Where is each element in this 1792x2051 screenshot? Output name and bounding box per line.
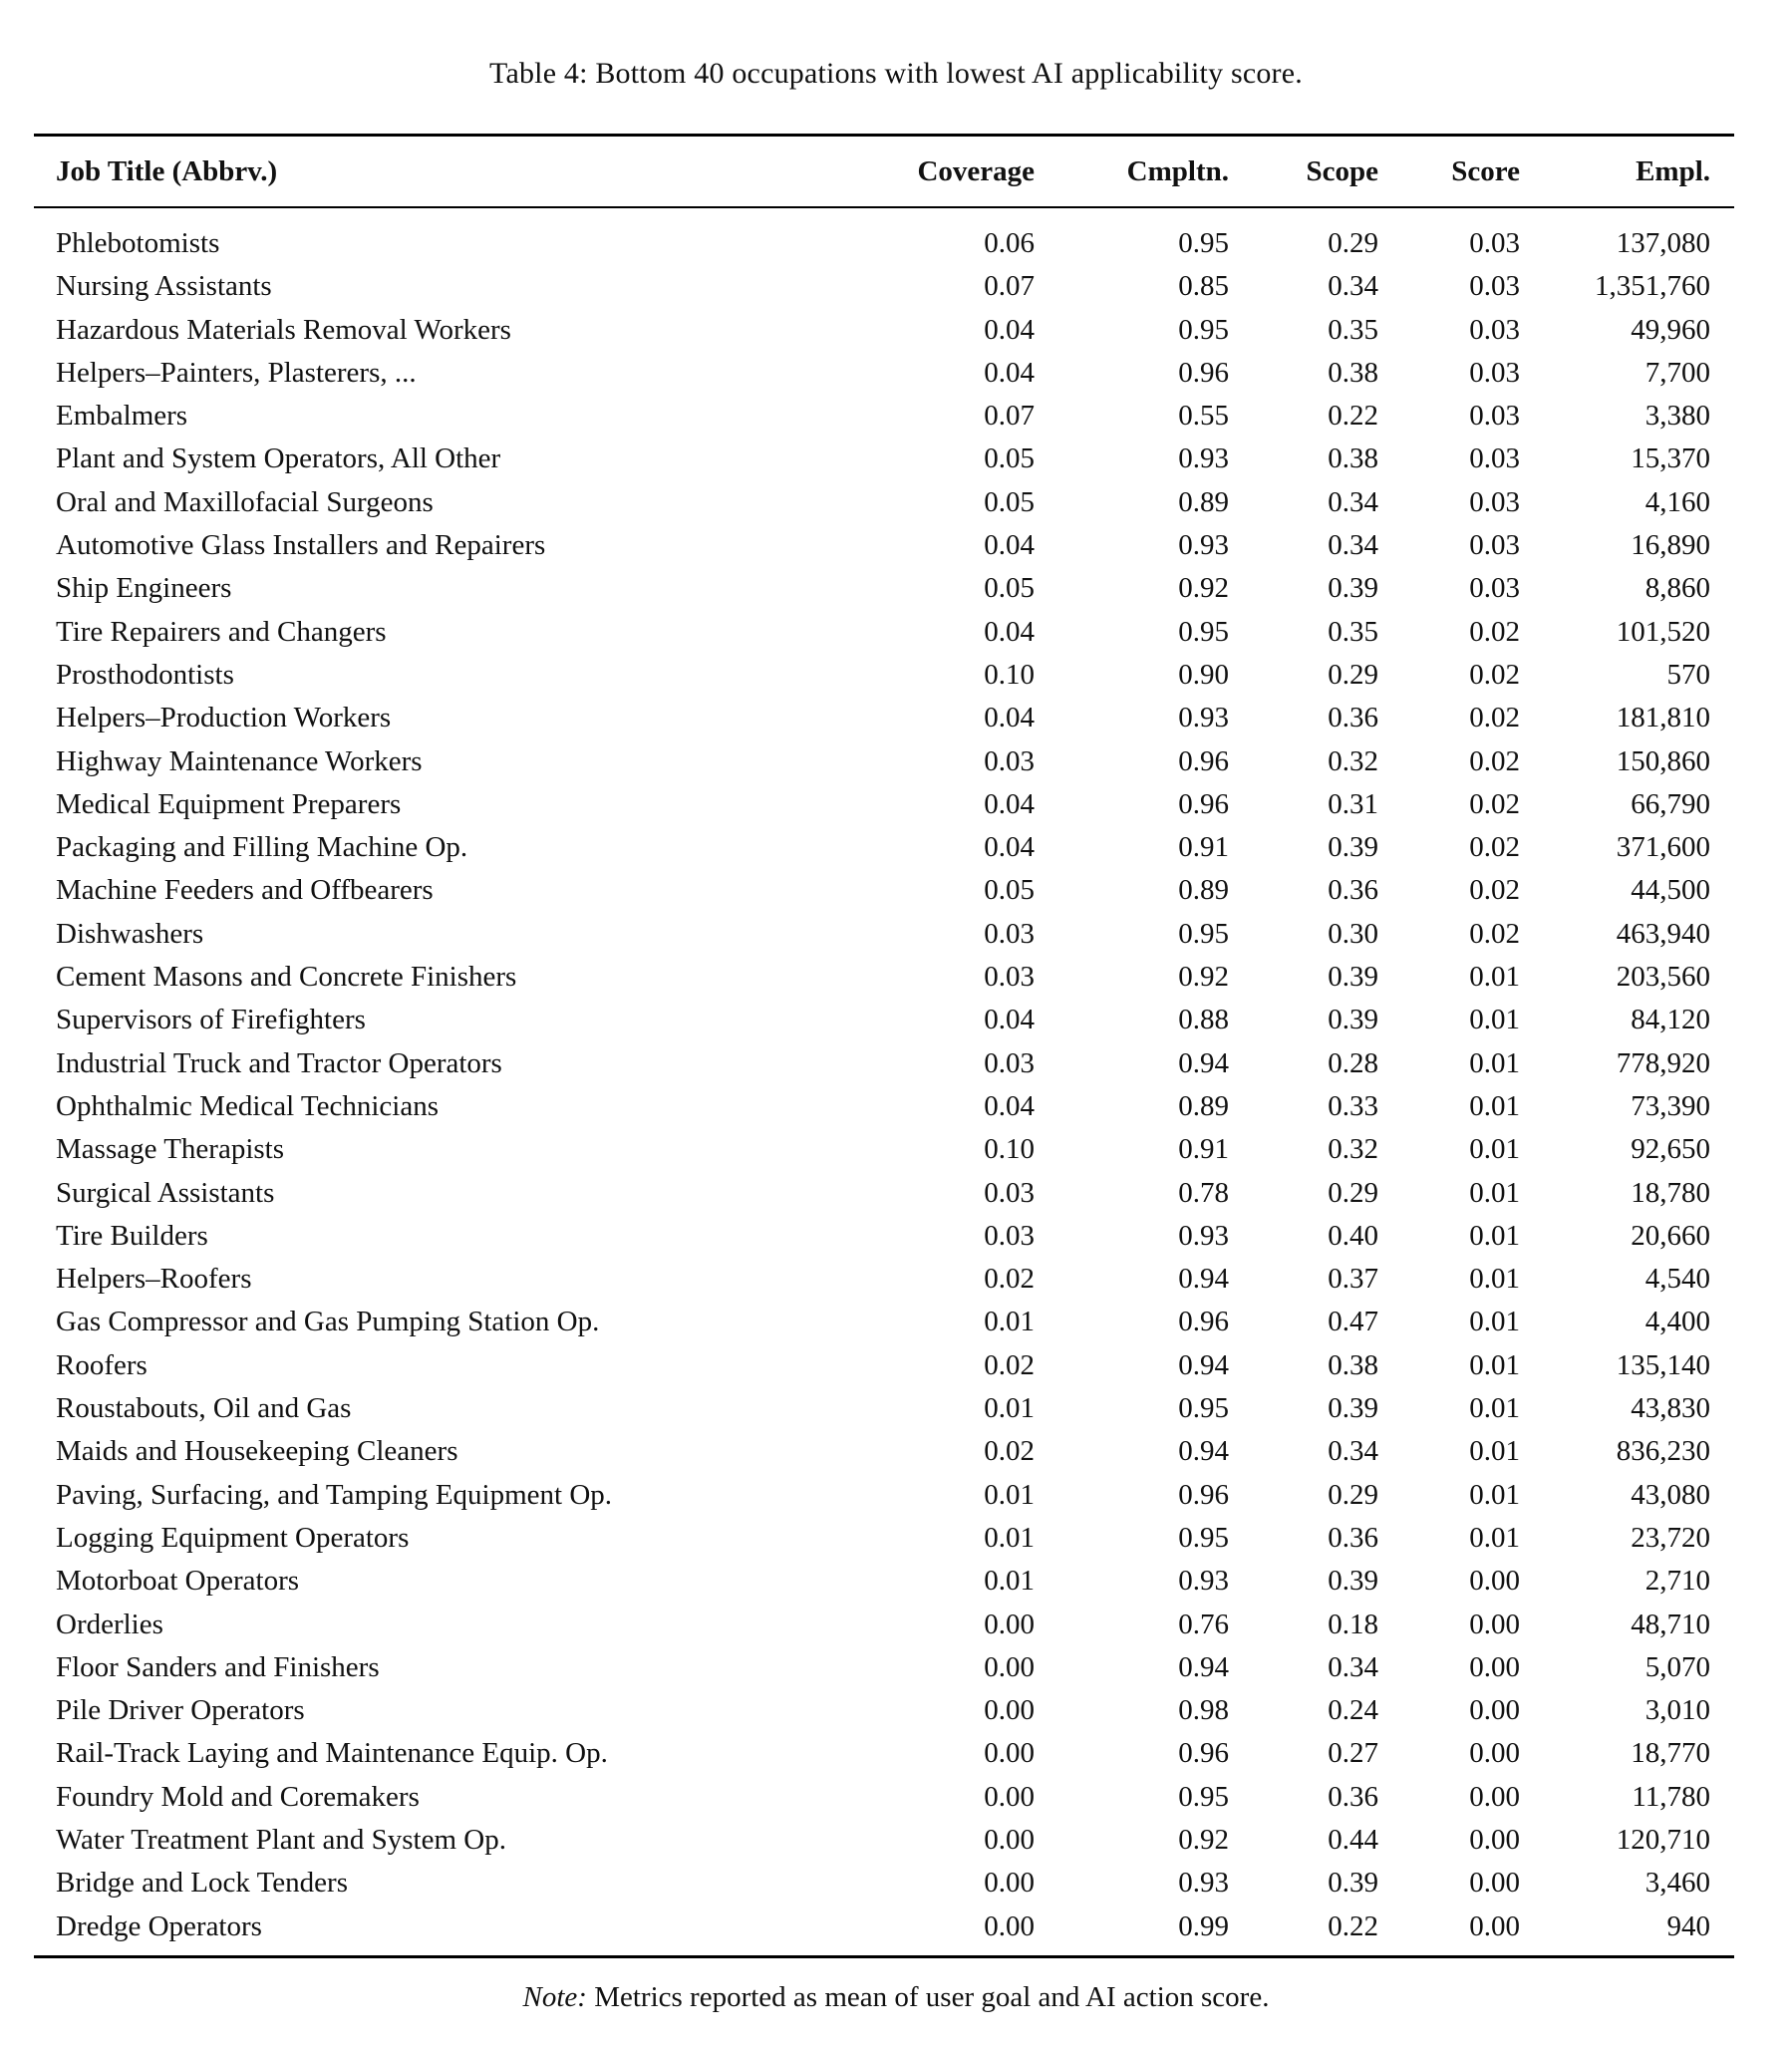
cell-job-title: Hazardous Materials Removal Workers (56, 313, 511, 346)
table-row (0, 913, 1792, 956)
cell-completion: 0.93 (1178, 1219, 1229, 1252)
table-note (0, 1977, 1792, 2017)
table-row (0, 697, 1792, 739)
cell-scope: 0.34 (1328, 270, 1378, 303)
table-row (0, 956, 1792, 999)
cell-scope: 0.39 (1328, 1392, 1378, 1425)
cell-score: 0.01 (1469, 1004, 1520, 1036)
cell-score: 0.01 (1469, 1219, 1520, 1252)
cell-employment: 940 (1666, 1909, 1710, 1942)
table-row (0, 567, 1792, 610)
cell-scope: 0.39 (1328, 1867, 1378, 1900)
cell-score: 0.03 (1469, 270, 1520, 303)
table-caption: Table 4: Bottom 40 occupations with lowest AI applicability score. (489, 57, 1303, 90)
cell-employment: 3,010 (1644, 1694, 1710, 1727)
cell-scope: 0.22 (1328, 400, 1378, 433)
cell-job-title: Packaging and Filling Machine Op. (56, 831, 468, 864)
cell-employment: 3,460 (1644, 1867, 1710, 1900)
table-row (0, 999, 1792, 1041)
table-row (0, 740, 1792, 783)
cell-employment: 20,660 (1631, 1219, 1710, 1252)
table-row (0, 1732, 1792, 1775)
table-row (0, 869, 1792, 912)
cell-scope: 0.24 (1328, 1694, 1378, 1727)
table-row (0, 1560, 1792, 1603)
table-row (0, 1905, 1792, 1948)
cell-score: 0.02 (1469, 917, 1520, 950)
cell-job-title: Surgical Assistants (56, 1176, 275, 1209)
cell-completion: 0.96 (1178, 1478, 1229, 1511)
table-header-rule (34, 206, 1734, 208)
cell-job-title: Floor Sanders and Finishers (56, 1650, 380, 1683)
cell-coverage: 0.01 (984, 1521, 1035, 1554)
cell-score: 0.02 (1469, 658, 1520, 691)
cell-job-title: Tire Builders (56, 1219, 208, 1252)
cell-completion: 0.78 (1178, 1176, 1229, 1209)
cell-score: 0.02 (1469, 615, 1520, 648)
cell-coverage: 0.04 (984, 615, 1035, 648)
cell-score: 0.01 (1469, 1089, 1520, 1122)
table-row (0, 265, 1792, 308)
cell-scope: 0.28 (1328, 1046, 1378, 1079)
cell-coverage: 0.05 (984, 572, 1035, 605)
cell-completion: 0.96 (1178, 1737, 1229, 1770)
cell-completion: 0.93 (1178, 529, 1229, 562)
table-row (0, 826, 1792, 869)
cell-coverage: 0.10 (984, 658, 1035, 691)
cell-employment: 1,351,760 (1595, 270, 1710, 303)
cell-employment: 135,140 (1616, 1348, 1710, 1381)
cell-completion: 0.94 (1178, 1263, 1229, 1296)
table-header-row (0, 151, 1792, 191)
cell-completion: 0.95 (1178, 615, 1229, 648)
table-row (0, 1604, 1792, 1646)
cell-coverage: 0.00 (984, 1909, 1035, 1942)
cell-job-title: Motorboat Operators (56, 1565, 300, 1598)
cell-employment: 18,770 (1631, 1737, 1710, 1770)
table-row (0, 352, 1792, 395)
cell-scope: 0.35 (1328, 313, 1378, 346)
table-row (0, 1128, 1792, 1171)
cell-coverage: 0.04 (984, 831, 1035, 864)
cell-employment: 778,920 (1616, 1046, 1710, 1079)
cell-scope: 0.38 (1328, 356, 1378, 389)
cell-coverage: 0.04 (984, 702, 1035, 734)
cell-coverage: 0.03 (984, 1046, 1035, 1079)
cell-employment: 43,080 (1631, 1478, 1710, 1511)
cell-completion: 0.94 (1178, 1435, 1229, 1468)
cell-job-title: Bridge and Lock Tenders (56, 1867, 348, 1900)
table-row (0, 222, 1792, 265)
cell-completion: 0.93 (1178, 702, 1229, 734)
cell-scope: 0.39 (1328, 1004, 1378, 1036)
cell-coverage: 0.04 (984, 529, 1035, 562)
cell-completion: 0.85 (1178, 270, 1229, 303)
table-row (0, 1474, 1792, 1517)
cell-score: 0.00 (1469, 1737, 1520, 1770)
cell-scope: 0.40 (1328, 1219, 1378, 1252)
cell-score: 0.01 (1469, 1176, 1520, 1209)
cell-employment: 73,390 (1631, 1089, 1710, 1122)
cell-score: 0.02 (1469, 831, 1520, 864)
table-row (0, 1776, 1792, 1819)
cell-scope: 0.34 (1328, 529, 1378, 562)
cell-scope: 0.32 (1328, 744, 1378, 777)
cell-scope: 0.38 (1328, 1348, 1378, 1381)
cell-score: 0.03 (1469, 442, 1520, 475)
cell-scope: 0.37 (1328, 1263, 1378, 1296)
cell-coverage: 0.07 (984, 400, 1035, 433)
cell-completion: 0.89 (1178, 485, 1229, 518)
cell-coverage: 0.05 (984, 874, 1035, 907)
table-row (0, 611, 1792, 654)
cell-employment: 18,780 (1631, 1176, 1710, 1209)
cell-coverage: 0.06 (984, 227, 1035, 259)
cell-coverage: 0.03 (984, 961, 1035, 994)
cell-score: 0.00 (1469, 1694, 1520, 1727)
cell-employment: 570 (1666, 658, 1710, 691)
cell-completion: 0.89 (1178, 1089, 1229, 1122)
cell-job-title: Ophthalmic Medical Technicians (56, 1089, 439, 1122)
cell-score: 0.03 (1469, 227, 1520, 259)
header-coverage: Coverage (917, 155, 1035, 187)
cell-coverage: 0.01 (984, 1306, 1035, 1338)
cell-completion: 0.91 (1178, 831, 1229, 864)
cell-employment: 4,400 (1644, 1306, 1710, 1338)
cell-completion: 0.89 (1178, 874, 1229, 907)
cell-score: 0.01 (1469, 1306, 1520, 1338)
cell-job-title: Phlebotomists (56, 227, 220, 259)
cell-employment: 463,940 (1616, 917, 1710, 950)
table-row (0, 438, 1792, 480)
cell-job-title: Paving, Surfacing, and Tamping Equipment Op. (56, 1478, 613, 1511)
table-body (0, 222, 1792, 1948)
table-row (0, 1689, 1792, 1732)
cell-employment: 4,160 (1644, 485, 1710, 518)
cell-employment: 137,080 (1616, 227, 1710, 259)
cell-completion: 0.95 (1178, 313, 1229, 346)
cell-scope: 0.27 (1328, 1737, 1378, 1770)
table-top-rule (34, 134, 1734, 137)
cell-employment: 3,380 (1644, 400, 1710, 433)
cell-job-title: Gas Compressor and Gas Pumping Station Op. (56, 1306, 600, 1338)
cell-scope: 0.33 (1328, 1089, 1378, 1122)
cell-employment: 150,860 (1616, 744, 1710, 777)
cell-completion: 0.95 (1178, 227, 1229, 259)
cell-completion: 0.93 (1178, 1565, 1229, 1598)
cell-scope: 0.29 (1328, 1176, 1378, 1209)
cell-score: 0.02 (1469, 874, 1520, 907)
table-row (0, 1387, 1792, 1430)
cell-score: 0.01 (1469, 961, 1520, 994)
cell-coverage: 0.00 (984, 1694, 1035, 1727)
cell-employment: 49,960 (1631, 313, 1710, 346)
cell-completion: 0.76 (1178, 1608, 1229, 1640)
cell-scope: 0.36 (1328, 1521, 1378, 1554)
cell-coverage: 0.03 (984, 917, 1035, 950)
cell-scope: 0.32 (1328, 1133, 1378, 1166)
cell-employment: 48,710 (1631, 1608, 1710, 1640)
cell-scope: 0.18 (1328, 1608, 1378, 1640)
cell-job-title: Foundry Mold and Coremakers (56, 1780, 420, 1813)
cell-completion: 0.92 (1178, 961, 1229, 994)
cell-employment: 8,860 (1644, 572, 1710, 605)
cell-employment: 15,370 (1631, 442, 1710, 475)
table-row (0, 1258, 1792, 1301)
cell-job-title: Supervisors of Firefighters (56, 1004, 366, 1036)
cell-employment: 101,520 (1616, 615, 1710, 648)
cell-employment: 66,790 (1631, 787, 1710, 820)
cell-scope: 0.39 (1328, 831, 1378, 864)
cell-employment: 4,540 (1644, 1263, 1710, 1296)
cell-job-title: Roofers (56, 1348, 148, 1381)
note-label: Note: (522, 1981, 587, 2013)
table-row (0, 1862, 1792, 1904)
cell-coverage: 0.02 (984, 1435, 1035, 1468)
table-row (0, 1042, 1792, 1085)
cell-employment: 43,830 (1631, 1392, 1710, 1425)
cell-employment: 5,070 (1644, 1650, 1710, 1683)
cell-coverage: 0.04 (984, 1089, 1035, 1122)
cell-scope: 0.36 (1328, 874, 1378, 907)
cell-employment: 92,650 (1631, 1133, 1710, 1166)
cell-scope: 0.34 (1328, 1650, 1378, 1683)
cell-coverage: 0.03 (984, 1219, 1035, 1252)
cell-job-title: Water Treatment Plant and System Op. (56, 1823, 506, 1856)
cell-employment: 120,710 (1616, 1823, 1710, 1856)
table-row (0, 1430, 1792, 1473)
cell-job-title: Logging Equipment Operators (56, 1521, 410, 1554)
cell-completion: 0.99 (1178, 1909, 1229, 1942)
cell-job-title: Automotive Glass Installers and Repairers (56, 529, 546, 562)
cell-score: 0.01 (1469, 1263, 1520, 1296)
cell-employment: 2,710 (1644, 1565, 1710, 1598)
cell-completion: 0.90 (1178, 658, 1229, 691)
table-row (0, 1517, 1792, 1560)
cell-job-title: Cement Masons and Concrete Finishers (56, 961, 517, 994)
cell-job-title: Industrial Truck and Tractor Operators (56, 1046, 502, 1079)
cell-completion: 0.93 (1178, 442, 1229, 475)
cell-score: 0.00 (1469, 1608, 1520, 1640)
cell-score: 0.03 (1469, 356, 1520, 389)
cell-completion: 0.94 (1178, 1046, 1229, 1079)
cell-completion: 0.94 (1178, 1348, 1229, 1381)
cell-employment: 23,720 (1631, 1521, 1710, 1554)
cell-score: 0.02 (1469, 787, 1520, 820)
cell-scope: 0.35 (1328, 615, 1378, 648)
cell-job-title: Helpers–Roofers (56, 1263, 252, 1296)
cell-scope: 0.29 (1328, 227, 1378, 259)
cell-completion: 0.95 (1178, 1521, 1229, 1554)
cell-coverage: 0.00 (984, 1608, 1035, 1640)
cell-coverage: 0.02 (984, 1263, 1035, 1296)
cell-coverage: 0.05 (984, 485, 1035, 518)
cell-score: 0.03 (1469, 313, 1520, 346)
table-row (0, 1215, 1792, 1258)
cell-coverage: 0.00 (984, 1737, 1035, 1770)
cell-score: 0.03 (1469, 400, 1520, 433)
cell-score: 0.02 (1469, 744, 1520, 777)
cell-completion: 0.92 (1178, 572, 1229, 605)
cell-coverage: 0.07 (984, 270, 1035, 303)
table-row (0, 1172, 1792, 1215)
cell-job-title: Maids and Housekeeping Cleaners (56, 1435, 458, 1468)
cell-coverage: 0.02 (984, 1348, 1035, 1381)
cell-score: 0.00 (1469, 1565, 1520, 1598)
cell-coverage: 0.00 (984, 1780, 1035, 1813)
table-bottom-rule (34, 1955, 1734, 1958)
cell-job-title: Plant and System Operators, All Other (56, 442, 501, 475)
cell-scope: 0.36 (1328, 702, 1378, 734)
cell-scope: 0.39 (1328, 961, 1378, 994)
cell-coverage: 0.03 (984, 1176, 1035, 1209)
header-completion: Cmpltn. (1126, 155, 1229, 187)
cell-score: 0.03 (1469, 572, 1520, 605)
cell-scope: 0.34 (1328, 1435, 1378, 1468)
cell-score: 0.01 (1469, 1392, 1520, 1425)
cell-coverage: 0.01 (984, 1478, 1035, 1511)
cell-score: 0.01 (1469, 1348, 1520, 1381)
cell-job-title: Rail-Track Laying and Maintenance Equip. Op. (56, 1737, 608, 1770)
cell-completion: 0.88 (1178, 1004, 1229, 1036)
cell-scope: 0.30 (1328, 917, 1378, 950)
cell-score: 0.01 (1469, 1435, 1520, 1468)
cell-employment: 16,890 (1631, 529, 1710, 562)
cell-job-title: Oral and Maxillofacial Surgeons (56, 485, 434, 518)
cell-job-title: Medical Equipment Preparers (56, 787, 402, 820)
cell-score: 0.03 (1469, 529, 1520, 562)
cell-completion: 0.96 (1178, 744, 1229, 777)
cell-scope: 0.39 (1328, 1565, 1378, 1598)
cell-job-title: Roustabouts, Oil and Gas (56, 1392, 352, 1425)
cell-scope: 0.29 (1328, 658, 1378, 691)
cell-score: 0.00 (1469, 1909, 1520, 1942)
cell-employment: 7,700 (1644, 356, 1710, 389)
cell-employment: 84,120 (1631, 1004, 1710, 1036)
cell-job-title: Nursing Assistants (56, 270, 272, 303)
table-row (0, 395, 1792, 438)
cell-scope: 0.44 (1328, 1823, 1378, 1856)
table-row (0, 309, 1792, 352)
cell-coverage: 0.01 (984, 1565, 1035, 1598)
cell-job-title: Tire Repairers and Changers (56, 615, 387, 648)
table-row (0, 1344, 1792, 1387)
cell-scope: 0.38 (1328, 442, 1378, 475)
cell-completion: 0.92 (1178, 1823, 1229, 1856)
cell-completion: 0.96 (1178, 356, 1229, 389)
cell-employment: 203,560 (1616, 961, 1710, 994)
cell-job-title: Machine Feeders and Offbearers (56, 874, 434, 907)
cell-completion: 0.98 (1178, 1694, 1229, 1727)
cell-job-title: Embalmers (56, 400, 188, 433)
table-row (0, 524, 1792, 567)
cell-scope: 0.34 (1328, 485, 1378, 518)
note-text: Metrics reported as mean of user goal and AI action score. (594, 1981, 1270, 2013)
cell-coverage: 0.04 (984, 313, 1035, 346)
table-row (0, 783, 1792, 826)
table-row (0, 1301, 1792, 1343)
header-score: Score (1451, 155, 1520, 187)
cell-score: 0.02 (1469, 702, 1520, 734)
cell-coverage: 0.04 (984, 787, 1035, 820)
cell-score: 0.01 (1469, 1046, 1520, 1079)
cell-employment: 181,810 (1616, 702, 1710, 734)
cell-coverage: 0.00 (984, 1867, 1035, 1900)
cell-coverage: 0.05 (984, 442, 1035, 475)
cell-completion: 0.96 (1178, 787, 1229, 820)
cell-coverage: 0.10 (984, 1133, 1035, 1166)
cell-completion: 0.55 (1178, 400, 1229, 433)
cell-completion: 0.94 (1178, 1650, 1229, 1683)
header-employment: Empl. (1636, 155, 1710, 187)
table-row (0, 654, 1792, 697)
header-job-title: Job Title (Abbrv.) (56, 155, 278, 187)
table-row (0, 481, 1792, 524)
cell-score: 0.00 (1469, 1823, 1520, 1856)
table-row (0, 1646, 1792, 1689)
cell-job-title: Highway Maintenance Workers (56, 744, 423, 777)
cell-score: 0.01 (1469, 1478, 1520, 1511)
cell-employment: 836,230 (1616, 1435, 1710, 1468)
cell-coverage: 0.03 (984, 744, 1035, 777)
cell-completion: 0.95 (1178, 917, 1229, 950)
table-row (0, 1819, 1792, 1862)
cell-completion: 0.93 (1178, 1867, 1229, 1900)
cell-score: 0.03 (1469, 485, 1520, 518)
cell-employment: 371,600 (1616, 831, 1710, 864)
cell-completion: 0.96 (1178, 1306, 1229, 1338)
cell-job-title: Dishwashers (56, 917, 204, 950)
cell-coverage: 0.01 (984, 1392, 1035, 1425)
cell-job-title: Helpers–Production Workers (56, 702, 392, 734)
cell-scope: 0.29 (1328, 1478, 1378, 1511)
cell-scope: 0.47 (1328, 1306, 1378, 1338)
cell-score: 0.00 (1469, 1650, 1520, 1683)
header-scope: Scope (1306, 155, 1378, 187)
cell-score: 0.01 (1469, 1133, 1520, 1166)
cell-score: 0.00 (1469, 1867, 1520, 1900)
cell-coverage: 0.04 (984, 356, 1035, 389)
cell-coverage: 0.04 (984, 1004, 1035, 1036)
cell-completion: 0.95 (1178, 1780, 1229, 1813)
cell-score: 0.01 (1469, 1521, 1520, 1554)
cell-scope: 0.22 (1328, 1909, 1378, 1942)
cell-completion: 0.95 (1178, 1392, 1229, 1425)
cell-job-title: Pile Driver Operators (56, 1694, 305, 1727)
cell-coverage: 0.00 (984, 1650, 1035, 1683)
cell-scope: 0.39 (1328, 572, 1378, 605)
cell-job-title: Prosthodontists (56, 658, 234, 691)
cell-job-title: Ship Engineers (56, 572, 232, 605)
cell-scope: 0.36 (1328, 1780, 1378, 1813)
cell-job-title: Helpers–Painters, Plasterers, ... (56, 356, 417, 389)
cell-scope: 0.31 (1328, 787, 1378, 820)
cell-employment: 44,500 (1631, 874, 1710, 907)
table-row (0, 1085, 1792, 1128)
cell-completion: 0.91 (1178, 1133, 1229, 1166)
cell-job-title: Massage Therapists (56, 1133, 284, 1166)
cell-job-title: Dredge Operators (56, 1909, 262, 1942)
cell-job-title: Orderlies (56, 1608, 163, 1640)
cell-employment: 11,780 (1632, 1780, 1710, 1813)
cell-coverage: 0.00 (984, 1823, 1035, 1856)
cell-score: 0.00 (1469, 1780, 1520, 1813)
